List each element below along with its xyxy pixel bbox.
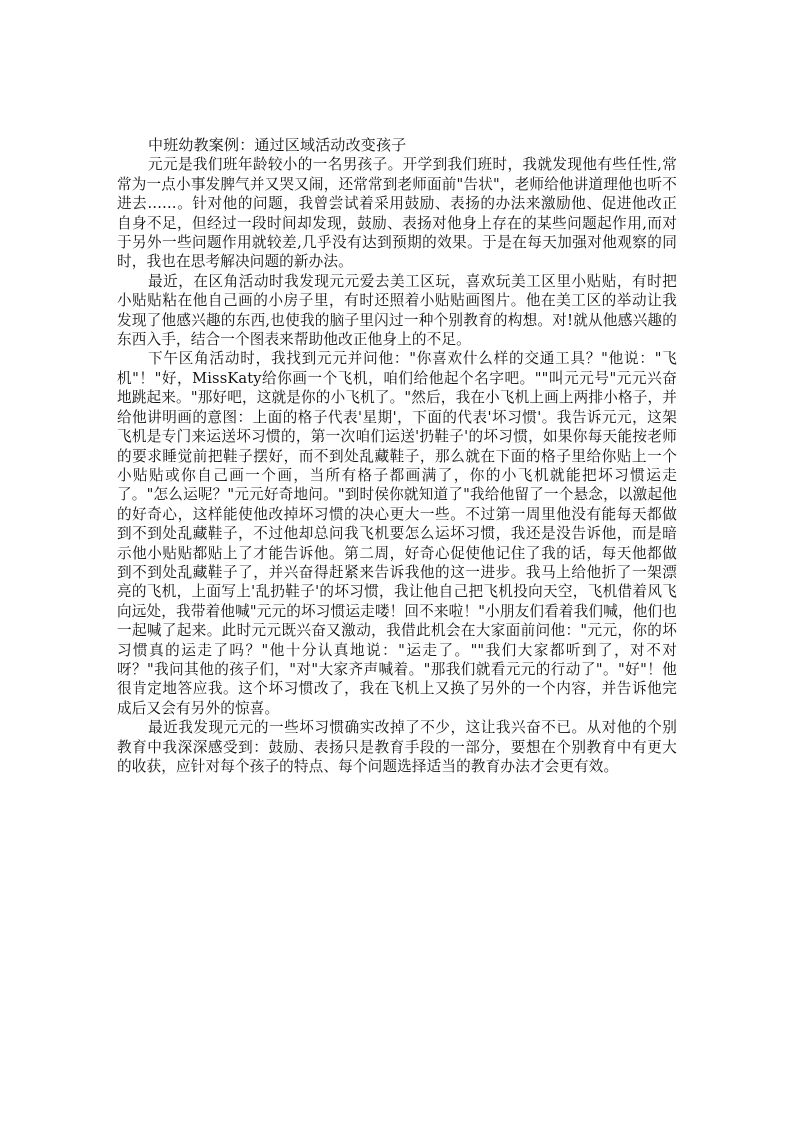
paragraph-art-area: 最近，在区角活动时我发现元元爱去美工区玩，喜欢玩美工区里小贴贴，有时把小贴贴粘在他自己画的小房子里，有时还照着小贴贴画图片。他在美工区的举动让我发现了他感兴趣的东西,也使我的脑子里闪过一种个别教育的构想。对!就从他感兴趣的东西入手，结合一个图表来帮助他改正他身上的不足。 <box>117 272 677 349</box>
document-page <box>117 136 677 776</box>
paragraph-intro: 元元是我们班年龄较小的一名男孩子。开学到我们班时，我就发现他有些任性,常常为一点小事发脾气并又哭又闹，还常常到老师面前"告状"，老师给他讲道理他也听不进去……。针对他的问题，我曾尝试着采用鼓励、表扬的办法来激励他、促进他改正自身不足，但经过一段时间却发现，鼓励、表扬对他身上存在的某些问题起作用,而对于另外一些问题作用就较差,几乎没有达到预期的效果。于是在每天加强对他观察的同时，我也在思考解决问题的新办法。 <box>117 156 677 271</box>
paragraph-conclusion: 最近我发现元元的一些坏习惯确实改掉了不少，这让我兴奋不已。从对他的个别教育中我深深感受到：鼓励、表扬只是教育手段的一部分，要想在个别教育中有更大的收获，应针对每个孩子的特点、每个问题选择适当的教育办法才会更有效。 <box>117 719 677 775</box>
document-title: 中班幼教案例：通过区域活动改变孩子 <box>148 136 407 154</box>
paragraph-airplane-story: 下午区角活动时，我找到元元并问他："你喜欢什么样的交通工具？"他说："飞机"！"好，MissKaty给你画一个飞机，咱们给他起个名字吧。""叫元元号"元元兴奋地跳起来。"那好吧，这就是你的小飞机了。"然后，我在小飞机上画上两排小格子，并给他讲明画的意图：上面的格子代表'星期'，下面的代表'坏习惯'。我告诉元元，这架飞机是专门来运送坏习惯的，第一次咱们运送'扔鞋子'的坏习惯，如果你每天能按老师的要求睡觉前把鞋子摆好，而不到处乱藏鞋子，那么就在下面的格子里给你贴上一个小贴贴或你自己画一个画，当所有格子都画满了，你的小飞机就能把坏习惯运走了。"怎么运呢？"元元好奇地问。"到时侯你就知道了"我给他留了一个悬念，以激起他的好奇心，这样能使他改掉坏习惯的决心更大一些。不过第一周里他没有能每天都做到不到处乱藏鞋子，不过他却总问我飞机要怎么运坏习惯，我还是没告诉他，而是暗示他小贴贴都贴上了才能告诉他。第二周，好奇心促使他记住了我的话，每天他都做到不到处乱藏鞋子了，并兴奋得赶紧来告诉我他的这一进步。我马上给他折了一架漂亮的飞机，上面写上'乱扔鞋子'的坏习惯，我让他自己把飞机投向天空，飞机借着风飞向远处，我带着他喊"元元的坏习惯运走喽！回不来啦！"小朋友们看着我们喊，他们也一起喊了起来。此时元元既兴奋又激动，我借此机会在大家面前问他："元元，你的坏习惯真的运走了吗？"他十分认真地说："运走了。""我们大家都听到了，对不对呀？"我问其他的孩子们，"对"大家齐声喊着。"那我们就看元元的行动了"。"好"！他很肯定地答应我。这个坏习惯改了，我在飞机上又换了另外的一个内容，并告诉他完成后又会有另外的惊喜。 <box>117 350 677 717</box>
